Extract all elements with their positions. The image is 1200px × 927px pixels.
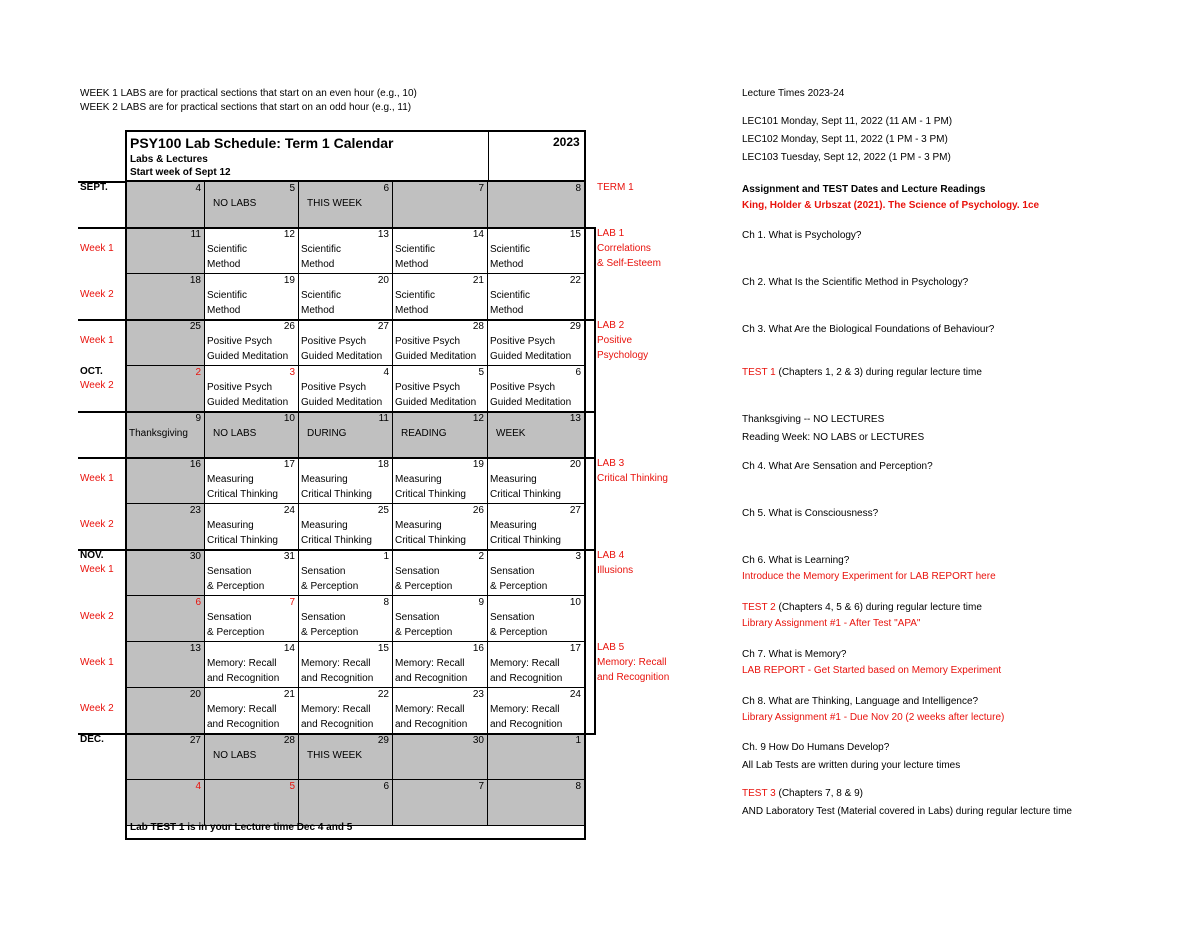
lab-topic: Memory: Recall xyxy=(490,704,560,715)
calendar-day-cell xyxy=(299,320,393,366)
day-number: 18 xyxy=(377,459,389,470)
calendar-day-cell xyxy=(488,504,584,550)
calendar-day-cell xyxy=(205,688,299,734)
lecture-item: TEST 2 (Chapters 4, 5 & 6) during regular lecture time xyxy=(742,602,982,613)
calendar-year: 2023 xyxy=(553,135,580,149)
calendar-day-cell xyxy=(127,780,205,826)
lab-topic-detail: Method xyxy=(301,305,335,316)
day-number: 6 xyxy=(383,781,389,792)
lecture-item: Ch 3. What Are the Biological Foundations of Behaviour? xyxy=(742,324,995,335)
day-number: 10 xyxy=(283,413,295,424)
lab-label: and Recognition xyxy=(597,672,670,683)
lab-topic: Positive Psych xyxy=(207,336,273,347)
calendar-day-cell xyxy=(127,366,205,412)
day-number: 24 xyxy=(283,505,295,516)
lab-topic-detail: & Perception xyxy=(490,627,548,638)
calendar-day-cell xyxy=(393,182,488,228)
calendar-day-cell xyxy=(205,274,299,320)
day-note: NO LABS xyxy=(213,198,257,209)
lab-topic: Memory: Recall xyxy=(490,658,560,669)
day-number: 14 xyxy=(283,643,295,654)
lab-topic: Memory: Recall xyxy=(301,704,371,715)
lecture-item: AND Laboratory Test (Material covered in Labs) during regular lecture time xyxy=(742,806,1072,817)
lab-topic-detail: Guided Meditation xyxy=(490,397,572,408)
calendar-day-cell xyxy=(205,596,299,642)
week-label: Week 1 xyxy=(80,473,114,484)
lecture-item: Ch 6. What is Learning? xyxy=(742,555,850,566)
calendar-day-cell xyxy=(205,550,299,596)
day-number: 13 xyxy=(189,643,201,654)
lab-topic: Measuring xyxy=(490,474,537,485)
lab-label: Correlations xyxy=(597,243,651,254)
lab-topic-detail: Method xyxy=(207,259,241,270)
lab-topic-detail: and Recognition xyxy=(490,673,563,684)
lab-label: Positive xyxy=(597,335,633,346)
day-number: 24 xyxy=(569,689,581,700)
lab-topic: Measuring xyxy=(301,474,348,485)
calendar-footer: Lab TEST 1 is in your Lecture time Dec 4 and 5 xyxy=(130,822,353,833)
lab-topic: Thanksgiving xyxy=(129,428,188,439)
lab-topic: Positive Psych xyxy=(490,382,556,393)
calendar-day-cell xyxy=(488,228,584,274)
week-label: Week 2 xyxy=(80,519,114,530)
day-number: 1 xyxy=(383,551,389,562)
calendar-day-cell xyxy=(299,458,393,504)
lab-topic-detail: Method xyxy=(301,259,335,270)
day-number: 21 xyxy=(472,275,484,286)
lab-topic-detail: Method xyxy=(490,259,524,270)
lab-topic-detail: Guided Meditation xyxy=(207,351,289,362)
calendar-day-cell xyxy=(127,274,205,320)
calendar-day-cell xyxy=(127,320,205,366)
week-label: Week 1 xyxy=(80,564,114,575)
lab-topic-detail: Critical Thinking xyxy=(207,489,278,500)
lab-topic: Memory: Recall xyxy=(207,704,277,715)
calendar-day-cell xyxy=(393,458,488,504)
day-number: 23 xyxy=(189,505,201,516)
calendar-day-cell xyxy=(299,688,393,734)
calendar-day-cell xyxy=(299,228,393,274)
day-number: 5 xyxy=(478,367,484,378)
calendar-day-cell xyxy=(393,734,488,780)
calendar-day-cell xyxy=(393,412,488,458)
day-number: 30 xyxy=(472,735,484,746)
calendar-day-cell xyxy=(299,504,393,550)
day-number: 8 xyxy=(383,597,389,608)
lab-topic: Sensation xyxy=(207,566,252,577)
lab-topic-detail: Guided Meditation xyxy=(301,351,383,362)
day-note: THIS WEEK xyxy=(307,198,363,209)
calendar-day-cell xyxy=(393,688,488,734)
day-number: 22 xyxy=(569,275,581,286)
lab-topic-detail: and Recognition xyxy=(395,673,468,684)
day-number: 7 xyxy=(478,183,484,194)
week-label: Week 2 xyxy=(80,289,114,300)
calendar-day-cell xyxy=(205,458,299,504)
day-number: 19 xyxy=(283,275,295,286)
day-number: 6 xyxy=(383,183,389,194)
lab-label: TERM 1 xyxy=(597,182,634,193)
calendar-day-cell xyxy=(299,642,393,688)
calendar-day-cell xyxy=(127,458,205,504)
calendar-day-cell xyxy=(393,596,488,642)
day-number: 30 xyxy=(189,551,201,562)
lab-topic: Memory: Recall xyxy=(207,658,277,669)
lecture-item: Introduce the Memory Experiment for LAB REPORT here xyxy=(742,571,996,582)
calendar-day-cell xyxy=(299,274,393,320)
lab-topic: Measuring xyxy=(395,520,442,531)
week-label: Week 1 xyxy=(80,335,114,346)
lecture-item: Library Assignment #1 - Due Nov 20 (2 weeks after lecture) xyxy=(742,712,1005,723)
day-number: 29 xyxy=(377,735,389,746)
lab-label: Psychology xyxy=(597,350,649,361)
day-number: 19 xyxy=(472,459,484,470)
day-number: 12 xyxy=(283,229,295,240)
lab-topic-detail: and Recognition xyxy=(207,673,280,684)
lab-topic-detail: Critical Thinking xyxy=(301,535,372,546)
day-number: 3 xyxy=(289,367,295,378)
lecture-item: Ch 8. What are Thinking, Language and Intelligence? xyxy=(742,696,979,707)
day-number: 11 xyxy=(190,229,201,240)
lab-topic-detail: & Perception xyxy=(207,627,265,638)
day-number: 26 xyxy=(472,505,484,516)
day-number: 15 xyxy=(377,643,389,654)
calendar-day-cell xyxy=(127,412,205,458)
calendar-day-cell xyxy=(205,734,299,780)
lecture-item: Ch 7. What is Memory? xyxy=(742,649,847,660)
lab-topic-detail: & Perception xyxy=(395,581,453,592)
calendar-day-cell xyxy=(393,320,488,366)
lab-label: Memory: Recall xyxy=(597,657,667,668)
calendar-day-cell xyxy=(299,412,393,458)
lab-topic: Scientific xyxy=(395,244,436,255)
day-note: READING xyxy=(401,428,447,439)
lab-topic: Measuring xyxy=(207,474,254,485)
lab-topic-detail: Critical Thinking xyxy=(490,535,561,546)
calendar-day-cell xyxy=(488,366,584,412)
lab-topic: Memory: Recall xyxy=(395,658,465,669)
day-number: 26 xyxy=(283,321,295,332)
day-number: 29 xyxy=(569,321,581,332)
lab-topic-detail: and Recognition xyxy=(301,719,374,730)
lab-topic-detail: and Recognition xyxy=(395,719,468,730)
lab-topic-detail: and Recognition xyxy=(207,719,280,730)
week-label: Week 1 xyxy=(80,657,114,668)
lab-topic: Measuring xyxy=(490,520,537,531)
day-note: DURING xyxy=(307,428,347,439)
calendar-day-cell xyxy=(205,228,299,274)
lab-topic: Positive Psych xyxy=(395,336,461,347)
day-number: 4 xyxy=(383,367,389,378)
day-number: 20 xyxy=(569,459,581,470)
calendar-day-cell xyxy=(393,228,488,274)
lab-topic-detail: Method xyxy=(490,305,524,316)
lecture-item: Ch 1. What is Psychology? xyxy=(742,230,862,241)
month-label: SEPT. xyxy=(80,182,108,193)
day-number: 12 xyxy=(472,413,484,424)
lab-topic: Sensation xyxy=(395,612,440,623)
lab-topic-detail: Guided Meditation xyxy=(207,397,289,408)
calendar-day-cell xyxy=(127,642,205,688)
lab-topic-detail: & Perception xyxy=(301,581,359,592)
lab-topic: Sensation xyxy=(301,612,346,623)
day-number: 10 xyxy=(569,597,581,608)
day-number: 1 xyxy=(575,735,581,746)
day-note: NO LABS xyxy=(213,428,257,439)
day-number: 8 xyxy=(575,781,581,792)
lab-label: Critical Thinking xyxy=(597,473,668,484)
day-number: 5 xyxy=(289,183,295,194)
calendar-day-cell xyxy=(127,596,205,642)
calendar-day-cell xyxy=(299,366,393,412)
calendar-day-cell xyxy=(205,366,299,412)
month-label: DEC. xyxy=(80,734,104,745)
lab-label: LAB 2 xyxy=(597,320,625,331)
lab-topic: Memory: Recall xyxy=(301,658,371,669)
lab-label: LAB 4 xyxy=(597,550,625,561)
day-note: WEEK xyxy=(496,428,526,439)
lab-topic: Sensation xyxy=(395,566,440,577)
calendar-day-cell xyxy=(205,320,299,366)
day-number: 3 xyxy=(575,551,581,562)
calendar-day-cell xyxy=(205,642,299,688)
calendar-subtitle: Labs & Lectures xyxy=(130,154,208,165)
lab-label: LAB 3 xyxy=(597,458,625,469)
lecture-time-1: LEC101 Monday, Sept 11, 2022 (11 AM - 1 PM) xyxy=(742,116,953,127)
calendar-title: PSY100 Lab Schedule: Term 1 Calendar xyxy=(130,135,394,151)
calendar-day-cell xyxy=(393,642,488,688)
day-number: 6 xyxy=(195,597,201,608)
lab-label: LAB 1 xyxy=(597,228,625,239)
lab-topic: Memory: Recall xyxy=(395,704,465,715)
calendar-day-cell xyxy=(393,550,488,596)
week-label: Week 1 xyxy=(80,243,114,254)
lab-topic-detail: Critical Thinking xyxy=(490,489,561,500)
lecture-item: Ch 5. What is Consciousness? xyxy=(742,508,879,519)
lab-topic: Positive Psych xyxy=(395,382,461,393)
lab-topic-detail: and Recognition xyxy=(301,673,374,684)
calendar-day-cell xyxy=(488,596,584,642)
day-number: 25 xyxy=(189,321,201,332)
day-note: THIS WEEK xyxy=(307,750,363,761)
day-number: 21 xyxy=(283,689,295,700)
lab-topic: Scientific xyxy=(207,290,248,301)
month-label: OCT. xyxy=(80,366,103,377)
lab-topic-detail: Method xyxy=(395,305,429,316)
calendar-day-cell xyxy=(127,228,205,274)
calendar-day-cell xyxy=(205,412,299,458)
day-number: 22 xyxy=(377,689,389,700)
lecture-item: Thanksgiving -- NO LECTURES xyxy=(742,414,885,425)
lab-label: LAB 5 xyxy=(597,642,625,653)
day-number: 9 xyxy=(478,597,484,608)
day-number: 27 xyxy=(189,735,201,746)
lab-topic: Sensation xyxy=(490,566,535,577)
calendar-day-cell xyxy=(488,274,584,320)
day-number: 15 xyxy=(569,229,581,240)
day-note: NO LABS xyxy=(213,750,257,761)
calendar-day-cell xyxy=(393,366,488,412)
day-number: 4 xyxy=(195,183,201,194)
lab-topic-detail: Method xyxy=(207,305,241,316)
lab-topic-detail: Guided Meditation xyxy=(395,351,477,362)
lab-topic: Scientific xyxy=(301,244,342,255)
week-label: Week 2 xyxy=(80,611,114,622)
calendar-day-cell xyxy=(393,274,488,320)
day-number: 27 xyxy=(377,321,389,332)
lab-topic-detail: & Perception xyxy=(395,627,453,638)
calendar-day-cell xyxy=(299,734,393,780)
note-week2: WEEK 2 LABS are for practical sections that start on an odd hour (e.g., 11) xyxy=(80,102,412,113)
month-label: NOV. xyxy=(80,550,104,561)
calendar-day-cell xyxy=(299,780,393,826)
lab-topic: Scientific xyxy=(301,290,342,301)
day-number: 9 xyxy=(195,413,201,424)
lab-topic-detail: Critical Thinking xyxy=(395,535,466,546)
calendar-day-cell xyxy=(488,412,584,458)
note-week1: WEEK 1 LABS are for practical sections that start on an even hour (e.g., 10) xyxy=(80,88,417,99)
calendar-day-cell xyxy=(488,688,584,734)
lab-topic-detail: & Perception xyxy=(490,581,548,592)
day-number: 13 xyxy=(377,229,389,240)
lecture-item: Reading Week: NO LABS or LECTURES xyxy=(742,432,925,443)
day-number: 4 xyxy=(195,781,201,792)
lecture-item: Ch 2. What Is the Scientific Method in Psychology? xyxy=(742,277,969,288)
lab-topic: Scientific xyxy=(490,244,531,255)
lab-topic: Positive Psych xyxy=(301,382,367,393)
lab-topic: Sensation xyxy=(207,612,252,623)
lab-topic-detail: and Recognition xyxy=(490,719,563,730)
calendar-day-cell xyxy=(488,182,584,228)
lab-topic: Measuring xyxy=(207,520,254,531)
calendar-day-cell xyxy=(127,182,205,228)
lecture-heading: Lecture Times 2023-24 xyxy=(742,88,845,99)
calendar-day-cell xyxy=(488,780,584,826)
day-number: 6 xyxy=(575,367,581,378)
lecture-item: LAB REPORT - Get Started based on Memory Experiment xyxy=(742,665,1002,676)
lab-topic: Sensation xyxy=(301,566,346,577)
assignment-heading: Assignment and TEST Dates and Lecture Readings xyxy=(742,184,986,195)
day-number: 16 xyxy=(472,643,484,654)
day-number: 2 xyxy=(478,551,484,562)
day-number: 20 xyxy=(377,275,389,286)
day-number: 20 xyxy=(189,689,201,700)
day-number: 14 xyxy=(472,229,484,240)
lab-topic-detail: Guided Meditation xyxy=(490,351,572,362)
lecture-time-3: LEC103 Tuesday, Sept 12, 2022 (1 PM - 3 PM) xyxy=(742,152,951,163)
day-number: 17 xyxy=(569,643,581,654)
day-number: 7 xyxy=(289,597,295,608)
lab-topic-detail: Critical Thinking xyxy=(395,489,466,500)
calendar-day-cell xyxy=(393,504,488,550)
lab-topic: Positive Psych xyxy=(207,382,273,393)
day-number: 11 xyxy=(378,413,389,424)
lecture-item: TEST 1 (Chapters 1, 2 & 3) during regular lecture time xyxy=(742,367,982,378)
day-number: 25 xyxy=(377,505,389,516)
lecture-item: Library Assignment #1 - After Test "APA" xyxy=(742,618,921,629)
week-label: Week 2 xyxy=(80,380,114,391)
calendar-day-cell xyxy=(488,642,584,688)
day-number: 2 xyxy=(195,367,201,378)
lab-topic: Measuring xyxy=(395,474,442,485)
calendar-day-cell xyxy=(488,734,584,780)
calendar-day-cell xyxy=(299,596,393,642)
calendar-day-cell xyxy=(205,504,299,550)
lab-topic-detail: Guided Meditation xyxy=(301,397,383,408)
calendar-day-cell xyxy=(299,550,393,596)
lab-topic-detail: Critical Thinking xyxy=(301,489,372,500)
calendar-day-cell xyxy=(488,458,584,504)
week-label: Week 2 xyxy=(80,703,114,714)
lab-topic: Positive Psych xyxy=(301,336,367,347)
calendar-day-cell xyxy=(299,182,393,228)
lecture-item: All Lab Tests are written during your lecture times xyxy=(742,760,961,771)
calendar-day-cell xyxy=(488,320,584,366)
lab-label: Illusions xyxy=(597,565,634,576)
day-number: 27 xyxy=(569,505,581,516)
calendar-day-cell xyxy=(127,734,205,780)
day-number: 16 xyxy=(189,459,201,470)
calendar-day-cell xyxy=(205,780,299,826)
lab-label: & Self-Esteem xyxy=(597,258,661,269)
day-number: 8 xyxy=(575,183,581,194)
day-number: 28 xyxy=(472,321,484,332)
lecture-item: TEST 3 (Chapters 7, 8 & 9) xyxy=(742,788,863,799)
calendar-day-cell xyxy=(127,504,205,550)
lab-topic-detail: Guided Meditation xyxy=(395,397,477,408)
lab-topic: Scientific xyxy=(395,290,436,301)
lab-topic: Measuring xyxy=(301,520,348,531)
day-number: 7 xyxy=(478,781,484,792)
lecture-time-2: LEC102 Monday, Sept 11, 2022 (1 PM - 3 PM) xyxy=(742,134,948,145)
day-number: 17 xyxy=(283,459,295,470)
calendar-day-cell xyxy=(127,550,205,596)
calendar-day-cell xyxy=(488,550,584,596)
lab-topic: Positive Psych xyxy=(490,336,556,347)
lab-topic-detail: Method xyxy=(395,259,429,270)
lab-topic-detail: & Perception xyxy=(301,627,359,638)
day-number: 5 xyxy=(289,781,295,792)
lab-topic-detail: Critical Thinking xyxy=(207,535,278,546)
lab-topic: Sensation xyxy=(490,612,535,623)
calendar-day-cell xyxy=(393,780,488,826)
lab-topic-detail: & Perception xyxy=(207,581,265,592)
textbook-reference: King, Holder & Urbszat (2021). The Science of Psychology. 1ce xyxy=(742,200,1040,211)
day-number: 28 xyxy=(283,735,295,746)
day-number: 23 xyxy=(472,689,484,700)
lecture-item: Ch. 9 How Do Humans Develop? xyxy=(742,742,890,753)
day-number: 13 xyxy=(569,413,581,424)
day-number: 18 xyxy=(189,275,201,286)
calendar-start-week: Start week of Sept 12 xyxy=(130,167,231,178)
lecture-item: Ch 4. What Are Sensation and Perception? xyxy=(742,461,933,472)
calendar-day-cell xyxy=(127,688,205,734)
calendar-header xyxy=(127,132,489,182)
calendar-day-cell xyxy=(205,182,299,228)
day-number: 31 xyxy=(283,551,295,562)
lab-topic: Scientific xyxy=(207,244,248,255)
lab-topic: Scientific xyxy=(490,290,531,301)
